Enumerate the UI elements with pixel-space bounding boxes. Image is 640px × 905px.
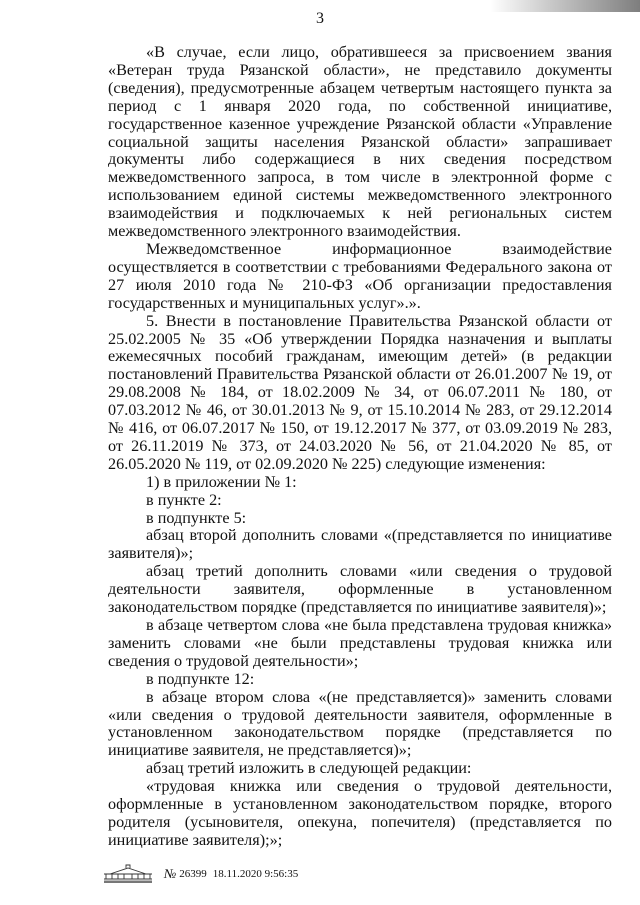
document-body [108,44,612,850]
paragraph-abzac-4: в абзаце четвертом слова «не была представлена трудовая книжка» заменить словами «не были представлены трудовая книжка или сведения о трудовой деятельности»; [108,616,612,670]
paragraph-interagency: Межведомственное информационное взаимодействие осуществляется в соответствии с требованиями Федерального закона от 27 июля 2010 года № 210-ФЗ «Об организации предоставления государственных и муниципальных услуг».». [108,239,612,312]
paragraph-appendix-1: 1) в приложении № 1: [146,472,297,491]
document-id: 26399 [179,868,207,880]
paragraph-abzac-2: абзац второй дополнить словами «(представляется по инициативе заявителя)»; [108,526,612,563]
footer [100,862,520,886]
paragraph-subpoint-5: в подпункте 5: [146,508,247,527]
paragraph-new-text: «трудовая книжка или сведения о трудовой деятельности, оформленные в установленном законодательством порядке, второго родителя (усыновителя, опекуна, попечителя) (представляется по инициативе заявителя);»; [108,777,612,849]
paragraph-abzac-3-new: абзац третий изложить в следующей редакции: [146,759,472,778]
paragraph-veteran-clause: «В случае, если лицо, обратившееся за присвоением звания «Ветеран труда Рязанской области», не представило документы (сведения), предусмотренные абзацем четвертым настоящего пункта за период с 1 января 2020 года, по собственной инициативе, государственное казенное учреждение Рязанской области «Управление социальной защиты населения Рязанской области» запрашивает документы либо содержащиеся в них сведения посредством межведомственного запроса, в том числе в электронной форме с использованием единой системы межведомственного электронного взаимодействия и подключаемых к ней региональных систем межведомственного электронного взаимодействия. [108,43,612,241]
paragraph-abzac-3: абзац третий дополнить словами «или сведения о трудовой деятельности заявителя, оформленные в установленном законодательством порядке (представляется по инициативе заявителя)»; [108,562,612,617]
document-timestamp: 18.11.2020 9:56:35 [212,868,299,880]
paragraph-subpoint-12: в подпункте 12: [146,669,255,688]
page-number: 3 [316,10,324,27]
number-sign: № [164,866,177,881]
paragraph-point-2: в пункте 2: [146,490,222,509]
paragraph-abzac-2-replace: в абзаце втором слова «(не представляется)» заменить словами «или сведения о трудовой деятельности заявителя, оформленные в установленном законодательством порядке (представляется по инициативе заявителя, не представляется)»; [108,687,612,760]
duma-building-stamp [100,864,156,884]
paragraph-item-5: 5. Внести в постановление Правительства Рязанской области от 25.02.2005 № 35 «Об утверждении Порядка назначения и выплаты ежемесячных пособий гражданам, имеющим детей» (в редакции постановлений Правительства Рязанской области от 26.01.2007 № 19, от 29.08.2008 № 184, от 18.02.2009 № 34, от 06.07.2011 № 180, от 07.03.2012 № 46, от 30.01.2013 № 9, от 15.10.2014 № 283, от 29.12.2014 № 416, от 06.07.2017 № 150, от 19.12.2017 № 377, от 03.09.2019 № 283, от 26.11.2019 № 373, от 24.03.2020 № 56, от 21.04.2020 № 85, от 26.05.2020 № 119, от 02.09.2020 № 225) следующие изменения: [108,311,612,473]
